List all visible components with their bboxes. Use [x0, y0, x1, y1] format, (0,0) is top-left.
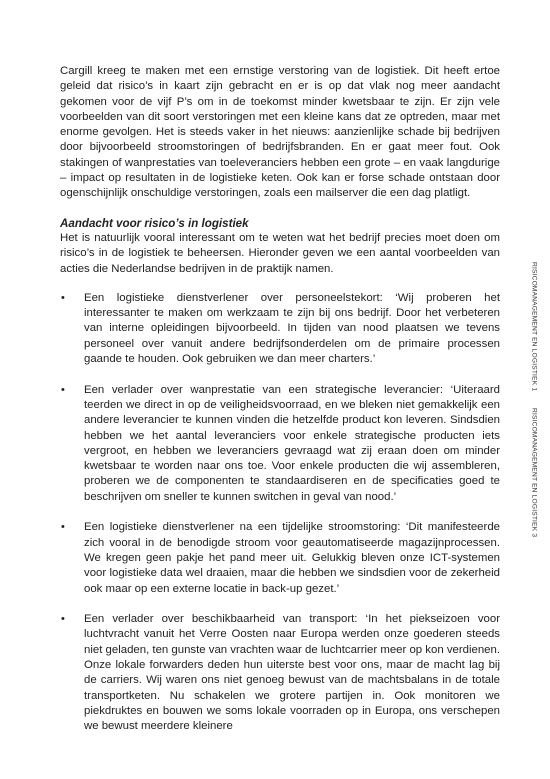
list-item — [60, 520, 500, 596]
list-item-text: Een logistieke dienstverlener over personeelstekort: ‘Wij proberen het interessanter te maken om werkzaam te zijn bij ons bedrijf. Door het verbeteren van interne opleidingen bijvoorbeeld. In tijden van nood plaatsen we tevens personeel over vanuit andere bedrijfsonderdelen om de primaire processen gaande te houden. Ook gebruiken we dan meer charters.’ — [84, 291, 500, 366]
section-heading: Aandacht voor risico’s in logistiek — [60, 216, 249, 230]
example-list — [60, 291, 500, 735]
list-item — [60, 383, 500, 505]
intro-paragraph: Cargill kreeg te maken met een ernstige verstoring van de logistiek. Dit heeft ertoe geleid dat risico’s in kaart zijn gebracht en er is op dat vlak nog meer aandacht gekomen voor de vijf P’s om in de toekomst minder kwetsbaar te zijn. Er zijn vele voorbeelden van dit soort verstoringen met een kleine kans dat ze optreden, maar met enorme gevolgen. Het is steeds vaker in het nieuws: aanzienlijke schade bij bedrijven door bijvoorbeeld stroomstoringen of bedrijfsbranden. En er gaat meer fout. Ook stakingen of wanprestaties van toeleveranciers hebben een grote – en vaak langdurige – impact op resultaten in de logistieke keten. Ook kan er forse schade ontstaan door ogenschijnlijk onschuldige verstoringen, zoals een mailserver die een dag platligt. — [60, 65, 500, 200]
bullet-icon: • — [61, 521, 65, 534]
list-item-text: Een verlader over wanprestatie van een strategische leverancier: ‘Uiteraard teerden we direct in op de veiligheidsvoorraad, en we bleken niet gemakkelijk een andere leverancier te kunnen vinden die hetzelfde product kon leveren. Sindsdien hebben we het aantal leveranciers voor enkele strategische producten iets vergroot, en hebben we leveranciers gevraagd wat zij eraan doen om minder kwetsbaar te worden naar ons toe. Voor enkele producten die wij assembleren, proberen we de componenten te standaardiseren en de specificaties goed te beschrijven om sneller te kunnen switchen in geval van nood.’ — [84, 383, 500, 503]
section-paragraph: Het is natuurlijk vooral interessant om te weten wat het bedrijf precies moet doen om risico’s in de logistiek te beheersen. Hieronder geven we een aantal voorbeelden van acties die Nederlandse bedrijven in de praktijk namen. — [60, 231, 500, 275]
text-column — [60, 64, 500, 750]
list-item-text: Een logistieke dienstverlener na een tijdelijke stroomstoring: ‘Dit manifesteerde zich vooral in de benodigde stroom voor geautomatiseerde magazijnprocessen. We kregen geen pakje het pand meer uit. Gelukkig bleven onze ICT-systemen voor logistieke data wel draaien, maar die hebben we sindsdien voor de zekerheid ook maar op een externe locatie in back-up gezet.’ — [84, 521, 500, 595]
bullet-icon: • — [61, 613, 65, 626]
list-item-text: Een verlader over beschikbaarheid van transport: ‘In het piekseizoen voor luchtvracht vanuit het Verre Oosten naar Europa werden onze goederen steeds niet geladen, ten gunste van vrachten waar de luchtcarrier meer op kon verdienen. Onze lokale forwarders deden hun uiterste best voor ons, maar de macht lag bij de carriers. Wij waren ons niet genoeg bewust van de machtsbalans in de totale transportketen. Nu schakelen we grotere partijen in. Ook monitoren we piekdruktes en bouwen we soms lokale voorraden op in Europa, ons verschepen we bewust meerdere kleinere — [84, 613, 501, 733]
chapter-label: RISICOMANAGEMENT EN LOGISTIEK 1 — [530, 262, 538, 392]
page-label: RISICOMANAGEMENT EN LOGISTIEK 3 — [530, 408, 538, 538]
list-item — [60, 291, 500, 367]
bullet-icon: • — [61, 291, 65, 304]
list-item — [60, 612, 500, 734]
bullet-icon: • — [61, 383, 65, 396]
running-header — [526, 262, 542, 542]
